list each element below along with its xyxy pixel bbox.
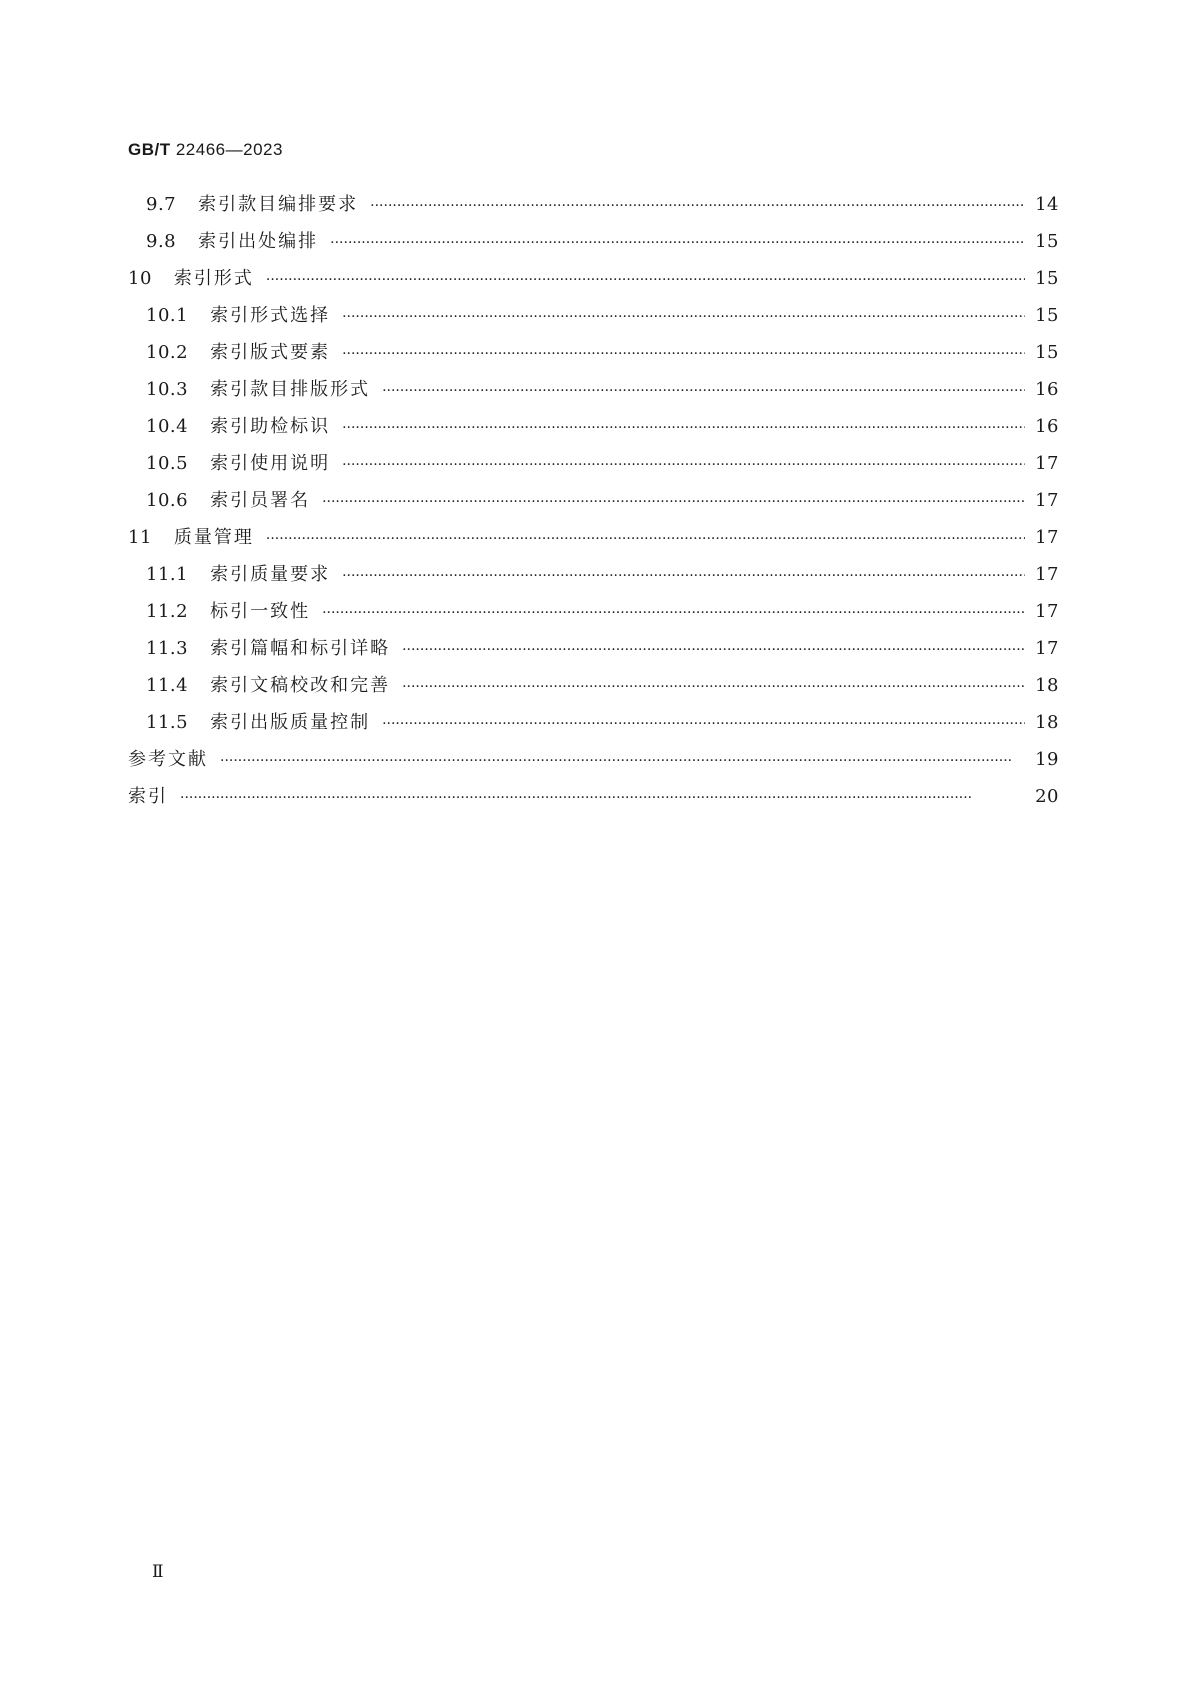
toc-entry-page: 17 bbox=[1035, 490, 1059, 511]
toc-entry[interactable] bbox=[128, 634, 1059, 671]
toc-entry-page: 17 bbox=[1035, 564, 1059, 585]
toc-entry-title: 索引款目编排要求 bbox=[198, 194, 359, 215]
toc-entry-number: 9.8 bbox=[146, 231, 177, 252]
toc-entry-page: 14 bbox=[1035, 194, 1059, 215]
standard-prefix: GB/T bbox=[128, 140, 171, 159]
toc-entry-page: 18 bbox=[1035, 675, 1059, 696]
dot-leader bbox=[342, 457, 1025, 473]
toc-entry[interactable] bbox=[128, 523, 1059, 560]
toc-entry-number: 11 bbox=[128, 527, 152, 548]
toc-entry-title: 索引篇幅和标引详略 bbox=[210, 638, 391, 659]
toc-entry[interactable] bbox=[128, 597, 1059, 634]
dot-leader bbox=[342, 420, 1025, 436]
dot-leader bbox=[342, 309, 1025, 325]
toc-entry-title: 索引质量要求 bbox=[210, 564, 331, 585]
toc-entry-page: 18 bbox=[1035, 712, 1059, 733]
toc-entry-number: 10.4 bbox=[146, 416, 189, 437]
toc-entry-number: 10.2 bbox=[146, 342, 189, 363]
toc-entry-page: 16 bbox=[1035, 416, 1059, 437]
table-of-contents bbox=[128, 190, 1059, 819]
toc-entry[interactable] bbox=[128, 708, 1059, 745]
toc-entry-number: 10.5 bbox=[146, 453, 189, 474]
toc-entry[interactable] bbox=[128, 745, 1059, 782]
standard-number: 22466—2023 bbox=[175, 140, 283, 159]
document-header bbox=[128, 140, 283, 160]
dot-leader bbox=[342, 568, 1025, 584]
dot-leader bbox=[402, 679, 1025, 695]
toc-entry-number: 11.1 bbox=[146, 564, 189, 585]
toc-entry[interactable] bbox=[128, 301, 1059, 338]
toc-entry-number: 11.5 bbox=[146, 712, 189, 733]
toc-entry-page: 17 bbox=[1035, 638, 1059, 659]
dot-leader bbox=[402, 642, 1025, 658]
toc-entry-number: 10.1 bbox=[146, 305, 189, 326]
toc-entry-title: 索引 bbox=[128, 786, 168, 807]
toc-entry[interactable] bbox=[128, 190, 1059, 227]
toc-entry-title: 参考文献 bbox=[128, 749, 208, 770]
toc-entry-page: 20 bbox=[1035, 786, 1059, 807]
dot-leader bbox=[266, 272, 1025, 288]
toc-entry[interactable] bbox=[128, 486, 1059, 523]
toc-entry-page: 15 bbox=[1035, 342, 1059, 363]
toc-entry-page: 15 bbox=[1035, 305, 1059, 326]
toc-entry[interactable] bbox=[128, 227, 1059, 264]
toc-entry-page: 15 bbox=[1035, 231, 1059, 252]
toc-entry-page: 15 bbox=[1035, 268, 1059, 289]
toc-entry-title: 索引版式要素 bbox=[210, 342, 331, 363]
dot-leader bbox=[330, 235, 1025, 251]
toc-entry-number: 11.2 bbox=[146, 601, 189, 622]
dot-leader bbox=[382, 383, 1025, 399]
toc-entry-title: 索引出版质量控制 bbox=[210, 712, 371, 733]
toc-entry-title: 索引出处编排 bbox=[198, 231, 319, 252]
toc-entry[interactable] bbox=[128, 671, 1059, 708]
toc-entry-title: 质量管理 bbox=[173, 527, 254, 548]
dot-leader bbox=[342, 346, 1025, 362]
toc-entry[interactable] bbox=[128, 449, 1059, 486]
toc-entry[interactable] bbox=[128, 264, 1059, 301]
toc-entry-title: 索引文稿校改和完善 bbox=[210, 675, 391, 696]
toc-entry-number: 10 bbox=[128, 268, 152, 289]
toc-entry-title: 索引形式选择 bbox=[210, 305, 331, 326]
toc-entry-number: 10.3 bbox=[146, 379, 189, 400]
dot-leader bbox=[322, 494, 1025, 510]
dot-leader bbox=[266, 531, 1025, 547]
toc-entry-number: 9.7 bbox=[146, 194, 177, 215]
toc-entry-number: 11.4 bbox=[146, 675, 189, 696]
toc-entry[interactable] bbox=[128, 412, 1059, 449]
dot-leader bbox=[322, 605, 1025, 621]
toc-entry-page: 17 bbox=[1035, 527, 1059, 548]
toc-entry-page: 19 bbox=[1035, 749, 1059, 770]
dot-leader bbox=[370, 198, 1025, 214]
toc-entry-number: 10.6 bbox=[146, 490, 189, 511]
toc-entry-page: 16 bbox=[1035, 379, 1059, 400]
dot-leader bbox=[382, 716, 1025, 732]
toc-entry-number: 11.3 bbox=[146, 638, 189, 659]
toc-entry-title: 索引员署名 bbox=[210, 490, 311, 511]
dot-leader bbox=[180, 790, 1025, 806]
dot-leader bbox=[220, 753, 1025, 769]
toc-entry-title: 索引使用说明 bbox=[210, 453, 331, 474]
toc-entry-page: 17 bbox=[1035, 601, 1059, 622]
toc-entry-title: 索引助检标识 bbox=[210, 416, 331, 437]
toc-entry-title: 索引形式 bbox=[173, 268, 254, 289]
page-number: Ⅱ bbox=[152, 1562, 164, 1582]
toc-entry[interactable] bbox=[128, 375, 1059, 412]
toc-entry[interactable] bbox=[128, 560, 1059, 597]
toc-entry-title: 索引款目排版形式 bbox=[210, 379, 371, 400]
toc-entry-title: 标引一致性 bbox=[210, 601, 311, 622]
toc-entry[interactable] bbox=[128, 338, 1059, 375]
toc-entry[interactable] bbox=[128, 782, 1059, 819]
toc-entry-page: 17 bbox=[1035, 453, 1059, 474]
